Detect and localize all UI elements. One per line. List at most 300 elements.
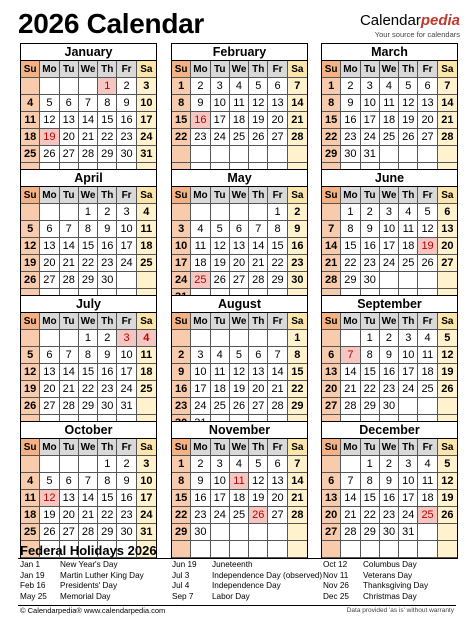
weekday-header: We xyxy=(79,187,98,204)
empty-day-cell xyxy=(21,78,40,95)
day-cell: 14 xyxy=(288,95,307,112)
day-cell: 30 xyxy=(288,272,307,289)
empty-day-cell xyxy=(230,541,249,558)
day-cell: 19 xyxy=(249,490,268,507)
day-cell: 29 xyxy=(361,524,380,541)
empty-day-cell xyxy=(399,272,418,289)
weekday-header: Mo xyxy=(341,439,360,456)
day-cell: 6 xyxy=(249,347,268,364)
day-cell: 21 xyxy=(341,507,360,524)
day-cell: 16 xyxy=(172,381,191,398)
day-cell: 15 xyxy=(288,364,307,381)
empty-day-cell xyxy=(249,330,268,347)
day-cell: 30 xyxy=(98,398,117,415)
day-cell: 15 xyxy=(361,364,380,381)
weekday-header: We xyxy=(380,187,399,204)
day-cell: 30 xyxy=(117,524,136,541)
empty-day-cell xyxy=(438,146,457,163)
day-cell: 19 xyxy=(399,112,418,129)
day-cell: 4 xyxy=(418,330,437,347)
day-cell: 8 xyxy=(268,221,287,238)
empty-day-cell xyxy=(418,398,437,415)
day-cell: 6 xyxy=(418,78,437,95)
weekday-header: Mo xyxy=(341,313,360,330)
day-cell: 20 xyxy=(268,490,287,507)
day-cell: 30 xyxy=(361,272,380,289)
weekday-header: We xyxy=(230,187,249,204)
weekday-header: Su xyxy=(172,313,191,330)
day-cell: 23 xyxy=(341,129,360,146)
day-cell: 21 xyxy=(60,381,79,398)
month-february xyxy=(171,43,308,181)
empty-day-cell xyxy=(399,398,418,415)
day-cell: 18 xyxy=(137,364,156,381)
day-cell: 11 xyxy=(380,95,399,112)
empty-day-cell xyxy=(418,272,437,289)
day-cell: 15 xyxy=(361,490,380,507)
empty-day-cell xyxy=(211,204,230,221)
day-cell: 7 xyxy=(60,221,79,238)
weekday-header: Tu xyxy=(361,439,380,456)
day-cell: 29 xyxy=(98,524,117,541)
day-cell: 5 xyxy=(438,330,457,347)
month-name: March xyxy=(322,44,457,61)
month-day-grid xyxy=(322,61,457,180)
holiday-row: May 25 Memorial Day xyxy=(20,591,111,601)
weekday-header: Sa xyxy=(137,313,156,330)
day-cell: 4 xyxy=(418,456,437,473)
holiday-day-cell: 3 xyxy=(117,330,136,347)
day-cell: 7 xyxy=(288,456,307,473)
weekday-header: Sa xyxy=(137,61,156,78)
day-cell: 13 xyxy=(230,238,249,255)
day-cell: 20 xyxy=(60,507,79,524)
holidays-divider xyxy=(18,558,456,559)
day-cell: 16 xyxy=(117,490,136,507)
day-cell: 24 xyxy=(211,129,230,146)
weekday-header: Mo xyxy=(40,313,59,330)
day-cell: 23 xyxy=(288,255,307,272)
weekday-header: Fr xyxy=(117,313,136,330)
empty-day-cell xyxy=(191,541,210,558)
weekday-header: Th xyxy=(249,313,268,330)
holiday-row: Dec 25 Christmas Day xyxy=(323,591,417,601)
empty-day-cell xyxy=(249,541,268,558)
day-cell: 29 xyxy=(79,398,98,415)
brand-name: Calendarpedia xyxy=(359,12,460,29)
day-cell: 26 xyxy=(21,272,40,289)
empty-day-cell xyxy=(21,456,40,473)
empty-day-cell xyxy=(211,524,230,541)
day-cell: 10 xyxy=(380,221,399,238)
day-cell: 2 xyxy=(98,330,117,347)
day-cell: 29 xyxy=(288,398,307,415)
month-day-grid xyxy=(172,439,307,558)
month-day-grid xyxy=(172,187,307,306)
empty-day-cell xyxy=(341,456,360,473)
day-cell: 4 xyxy=(211,347,230,364)
empty-day-cell xyxy=(322,204,341,221)
weekday-header: Su xyxy=(172,187,191,204)
day-cell: 1 xyxy=(288,330,307,347)
day-cell: 9 xyxy=(288,221,307,238)
weekday-header: Mo xyxy=(341,61,360,78)
empty-day-cell xyxy=(60,456,79,473)
day-cell: 12 xyxy=(399,95,418,112)
day-cell: 11 xyxy=(137,221,156,238)
empty-day-cell xyxy=(211,541,230,558)
day-cell: 2 xyxy=(341,78,360,95)
day-cell: 7 xyxy=(79,95,98,112)
day-cell: 8 xyxy=(341,221,360,238)
day-cell: 22 xyxy=(172,129,191,146)
day-cell: 8 xyxy=(98,473,117,490)
day-cell: 15 xyxy=(341,238,360,255)
empty-day-cell xyxy=(249,204,268,221)
month-november xyxy=(171,421,308,559)
day-cell: 14 xyxy=(438,95,457,112)
weekday-header: Th xyxy=(249,187,268,204)
day-cell: 12 xyxy=(438,473,457,490)
day-cell: 6 xyxy=(268,456,287,473)
empty-day-cell xyxy=(117,272,136,289)
day-cell: 3 xyxy=(380,204,399,221)
day-cell: 13 xyxy=(60,490,79,507)
day-cell: 28 xyxy=(60,272,79,289)
day-cell: 3 xyxy=(117,204,136,221)
empty-day-cell xyxy=(79,456,98,473)
empty-day-cell xyxy=(288,541,307,558)
day-cell: 26 xyxy=(40,146,59,163)
month-june xyxy=(321,169,458,307)
day-cell: 17 xyxy=(137,112,156,129)
day-cell: 25 xyxy=(137,381,156,398)
day-cell: 22 xyxy=(268,255,287,272)
weekday-header: Fr xyxy=(418,61,437,78)
footer-disclaimer: Data provided 'as is' without warranty xyxy=(346,607,454,614)
empty-day-cell xyxy=(211,146,230,163)
empty-day-cell xyxy=(268,524,287,541)
day-cell: 10 xyxy=(137,95,156,112)
day-cell: 27 xyxy=(60,146,79,163)
day-cell: 2 xyxy=(117,78,136,95)
empty-day-cell xyxy=(322,330,341,347)
day-cell: 13 xyxy=(322,364,341,381)
empty-day-cell xyxy=(399,541,418,558)
weekday-header: Th xyxy=(98,187,117,204)
day-cell: 31 xyxy=(361,146,380,163)
weekday-header: Mo xyxy=(191,61,210,78)
day-cell: 17 xyxy=(211,490,230,507)
day-cell: 27 xyxy=(60,524,79,541)
day-cell: 17 xyxy=(172,255,191,272)
day-cell: 16 xyxy=(380,364,399,381)
day-cell: 21 xyxy=(79,129,98,146)
day-cell: 7 xyxy=(268,347,287,364)
day-cell: 14 xyxy=(79,112,98,129)
empty-day-cell xyxy=(249,146,268,163)
day-cell: 18 xyxy=(418,364,437,381)
day-cell: 10 xyxy=(211,473,230,490)
weekday-header: Mo xyxy=(40,187,59,204)
day-cell: 10 xyxy=(117,347,136,364)
day-cell: 2 xyxy=(380,456,399,473)
day-cell: 14 xyxy=(268,364,287,381)
day-cell: 5 xyxy=(21,347,40,364)
month-march xyxy=(321,43,458,181)
day-cell: 5 xyxy=(40,473,59,490)
weekday-header: Mo xyxy=(40,61,59,78)
day-cell: 26 xyxy=(399,129,418,146)
day-cell: 9 xyxy=(117,95,136,112)
day-cell: 18 xyxy=(380,112,399,129)
day-cell: 21 xyxy=(322,255,341,272)
empty-day-cell xyxy=(40,456,59,473)
day-cell: 27 xyxy=(249,398,268,415)
weekday-header: Th xyxy=(249,439,268,456)
empty-day-cell xyxy=(191,330,210,347)
empty-day-cell xyxy=(40,204,59,221)
empty-day-cell xyxy=(211,330,230,347)
day-cell: 28 xyxy=(79,146,98,163)
empty-day-cell xyxy=(79,78,98,95)
weekday-header: We xyxy=(79,313,98,330)
day-cell: 13 xyxy=(40,364,59,381)
weekday-header: Mo xyxy=(40,439,59,456)
day-cell: 15 xyxy=(322,112,341,129)
day-cell: 27 xyxy=(418,129,437,146)
empty-day-cell xyxy=(380,541,399,558)
weekday-header: Sa xyxy=(288,187,307,204)
day-cell: 14 xyxy=(79,490,98,507)
month-october xyxy=(20,421,157,559)
empty-day-cell xyxy=(137,398,156,415)
weekday-header: Tu xyxy=(211,439,230,456)
holiday-row: Feb 16 Presidents' Day xyxy=(20,581,118,591)
day-cell: 17 xyxy=(191,381,210,398)
day-cell: 30 xyxy=(98,272,117,289)
day-cell: 3 xyxy=(399,330,418,347)
day-cell: 28 xyxy=(249,272,268,289)
day-cell: 17 xyxy=(399,364,418,381)
weekday-header: Tu xyxy=(60,313,79,330)
month-day-grid xyxy=(21,439,156,558)
day-cell: 5 xyxy=(211,221,230,238)
day-cell: 9 xyxy=(172,364,191,381)
day-cell: 4 xyxy=(191,221,210,238)
day-cell: 9 xyxy=(191,473,210,490)
day-cell: 17 xyxy=(117,238,136,255)
day-cell: 19 xyxy=(211,255,230,272)
empty-day-cell xyxy=(191,146,210,163)
weekday-header: Sa xyxy=(438,313,457,330)
day-cell: 16 xyxy=(117,112,136,129)
weekday-header: We xyxy=(230,313,249,330)
day-cell: 5 xyxy=(418,204,437,221)
day-cell: 2 xyxy=(361,204,380,221)
day-cell: 30 xyxy=(341,146,360,163)
day-cell: 31 xyxy=(137,524,156,541)
weekday-header: Sa xyxy=(288,439,307,456)
day-cell: 11 xyxy=(21,112,40,129)
empty-day-cell xyxy=(268,330,287,347)
holidays-column-1 xyxy=(20,560,144,602)
day-cell: 6 xyxy=(322,347,341,364)
day-cell: 26 xyxy=(230,398,249,415)
holiday-day-cell: 16 xyxy=(191,112,210,129)
holiday-row: Jan 19 Martin Luther King Day xyxy=(20,570,144,580)
empty-day-cell xyxy=(322,541,341,558)
month-day-grid xyxy=(172,313,307,432)
day-cell: 15 xyxy=(172,112,191,129)
day-cell: 6 xyxy=(60,473,79,490)
day-cell: 15 xyxy=(98,112,117,129)
month-day-grid xyxy=(21,187,156,306)
weekday-header: Th xyxy=(98,61,117,78)
day-cell: 26 xyxy=(40,524,59,541)
day-cell: 28 xyxy=(438,129,457,146)
day-cell: 27 xyxy=(438,255,457,272)
day-cell: 25 xyxy=(380,129,399,146)
day-cell: 17 xyxy=(211,112,230,129)
day-cell: 21 xyxy=(438,112,457,129)
day-cell: 21 xyxy=(249,255,268,272)
day-cell: 30 xyxy=(380,398,399,415)
day-cell: 22 xyxy=(98,507,117,524)
holiday-row: Jul 4 Independence Day xyxy=(172,581,281,591)
day-cell: 30 xyxy=(191,524,210,541)
day-cell: 22 xyxy=(322,129,341,146)
month-name: July xyxy=(21,296,156,313)
day-cell: 12 xyxy=(21,364,40,381)
weekday-header: Fr xyxy=(117,187,136,204)
day-cell: 7 xyxy=(288,78,307,95)
day-cell: 1 xyxy=(79,330,98,347)
day-cell: 20 xyxy=(40,381,59,398)
day-cell: 23 xyxy=(191,129,210,146)
month-april xyxy=(20,169,157,307)
day-cell: 11 xyxy=(230,95,249,112)
weekday-header: Tu xyxy=(361,313,380,330)
day-cell: 11 xyxy=(21,490,40,507)
brand-tagline: Your source for calendars xyxy=(374,30,460,39)
empty-day-cell xyxy=(361,541,380,558)
day-cell: 27 xyxy=(230,272,249,289)
day-cell: 14 xyxy=(341,490,360,507)
holiday-row: Sep 7 Labor Day xyxy=(172,591,250,601)
day-cell: 11 xyxy=(211,364,230,381)
day-cell: 23 xyxy=(98,381,117,398)
day-cell: 2 xyxy=(191,78,210,95)
day-cell: 12 xyxy=(249,473,268,490)
weekday-header: Th xyxy=(98,313,117,330)
day-cell: 15 xyxy=(268,238,287,255)
day-cell: 11 xyxy=(418,347,437,364)
day-cell: 3 xyxy=(191,347,210,364)
day-cell: 18 xyxy=(418,490,437,507)
day-cell: 7 xyxy=(249,221,268,238)
day-cell: 24 xyxy=(399,507,418,524)
day-cell: 17 xyxy=(137,490,156,507)
day-cell: 20 xyxy=(40,255,59,272)
day-cell: 8 xyxy=(322,95,341,112)
empty-day-cell xyxy=(21,330,40,347)
weekday-header: Sa xyxy=(438,439,457,456)
day-cell: 5 xyxy=(21,221,40,238)
weekday-header: Th xyxy=(399,439,418,456)
day-cell: 4 xyxy=(399,204,418,221)
empty-day-cell xyxy=(172,330,191,347)
day-cell: 17 xyxy=(380,238,399,255)
day-cell: 1 xyxy=(172,456,191,473)
brand-logo[interactable] xyxy=(360,12,460,39)
day-cell: 6 xyxy=(438,204,457,221)
month-day-grid xyxy=(172,61,307,180)
empty-day-cell xyxy=(341,330,360,347)
day-cell: 13 xyxy=(60,112,79,129)
holiday-day-cell: 7 xyxy=(341,347,360,364)
weekday-header: Tu xyxy=(60,61,79,78)
page-title: 2026 Calendar xyxy=(18,8,204,39)
empty-day-cell xyxy=(60,330,79,347)
day-cell: 15 xyxy=(172,490,191,507)
holiday-row: Nov 26 Thanksgiving Day xyxy=(323,581,429,591)
empty-day-cell xyxy=(60,78,79,95)
holiday-row: Oct 12 Columbus Day xyxy=(323,560,417,569)
day-cell: 28 xyxy=(288,507,307,524)
day-cell: 2 xyxy=(288,204,307,221)
day-cell: 26 xyxy=(418,255,437,272)
day-cell: 10 xyxy=(172,238,191,255)
day-cell: 26 xyxy=(249,129,268,146)
weekday-header: Su xyxy=(21,439,40,456)
day-cell: 5 xyxy=(40,95,59,112)
day-cell: 30 xyxy=(380,524,399,541)
weekday-header: Mo xyxy=(191,313,210,330)
holiday-day-cell: 25 xyxy=(418,507,437,524)
holiday-day-cell: 19 xyxy=(40,129,59,146)
month-july xyxy=(20,295,157,433)
month-january xyxy=(20,43,157,181)
day-cell: 4 xyxy=(230,78,249,95)
day-cell: 27 xyxy=(40,398,59,415)
day-cell: 1 xyxy=(79,204,98,221)
day-cell: 1 xyxy=(341,204,360,221)
empty-day-cell xyxy=(172,204,191,221)
day-cell: 4 xyxy=(21,95,40,112)
day-cell: 14 xyxy=(288,473,307,490)
day-cell: 7 xyxy=(79,473,98,490)
empty-day-cell xyxy=(230,524,249,541)
weekday-header: We xyxy=(380,439,399,456)
day-cell: 4 xyxy=(380,78,399,95)
month-name: June xyxy=(322,170,457,187)
day-cell: 7 xyxy=(322,221,341,238)
weekday-header: Su xyxy=(21,313,40,330)
day-cell: 3 xyxy=(137,78,156,95)
day-cell: 20 xyxy=(322,507,341,524)
day-cell: 8 xyxy=(172,95,191,112)
day-cell: 18 xyxy=(211,381,230,398)
day-cell: 20 xyxy=(418,112,437,129)
weekday-header: Mo xyxy=(191,439,210,456)
month-name: February xyxy=(172,44,307,61)
day-cell: 10 xyxy=(399,473,418,490)
weekday-header: Fr xyxy=(117,439,136,456)
day-cell: 12 xyxy=(418,221,437,238)
weekday-header: Tu xyxy=(60,187,79,204)
day-cell: 17 xyxy=(117,364,136,381)
